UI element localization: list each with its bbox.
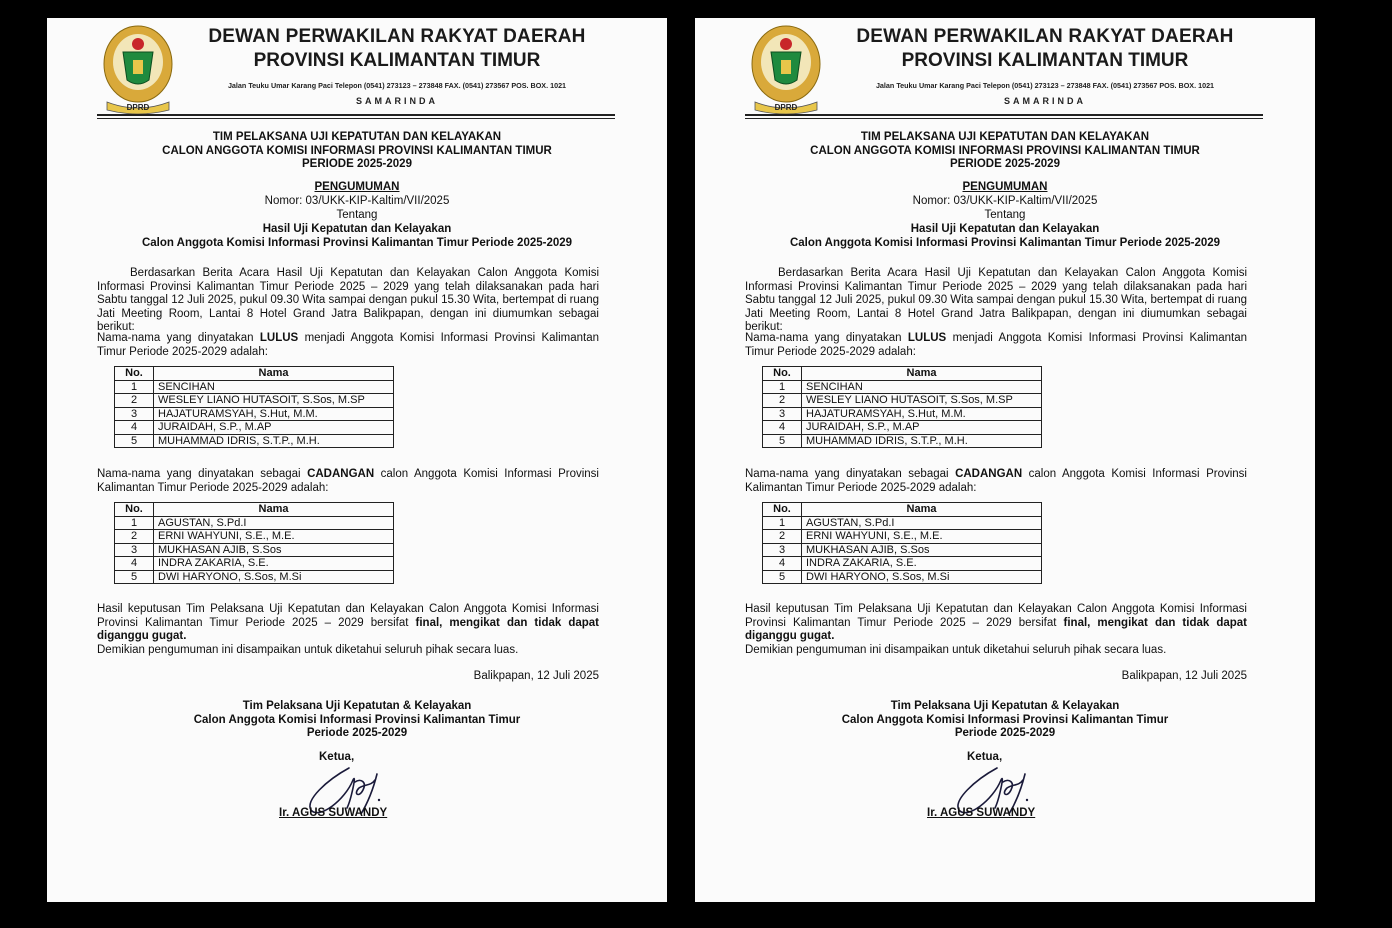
reserve-intro: Nama-nama yang dinyatakan sebagai CADANGAN calon Anggota Komisi Informasi Provinsi Kalimantan Timur Periode 2025-2029 adalah: [745,468,1247,494]
table-row [115,407,394,421]
row-name: HAJATURAMSYAH, S.Hut, M.M. [154,407,394,421]
svg-text:DPRD: DPRD [774,103,798,112]
letterhead-divider-thin [745,118,1263,119]
row-number: 3 [115,407,154,421]
chair-name: Ir. AGUS SUWANDY [927,807,1036,819]
reserve-table [114,502,394,584]
closing-paragraph: Demikian pengumuman ini disampaikan untuk diketahui seluruh pihak secara luas. [97,644,519,656]
row-name: WESLEY LIANO HUTASOIT, S.Sos, M.SP [802,394,1042,408]
table-row [763,557,1042,571]
table-row [763,380,1042,394]
row-number: 4 [115,421,154,435]
passed-intro: Nama-nama yang dinyatakan LULUS menjadi Anggota Komisi Informasi Provinsi Kalimantan Timur Periode 2025-2029 adalah: [745,332,1247,358]
signatory-block: Tim Pelaksana Uji Kepatutan & Kelayakan Calon Anggota Komisi Informasi Provinsi Kalimantan Timur Periode 2025-2029 [841,700,1169,739]
table-row [763,543,1042,557]
row-name: DWI HARYONO, S.Sos, M.Si [802,570,1042,584]
row-name: ERNI WAHYUNI, S.E., M.E. [802,530,1042,544]
row-name: MUKHASAN AJIB, S.Sos [154,543,394,557]
row-number: 3 [115,543,154,557]
intro-paragraph: Berdasarkan Berita Acara Hasil Uji Kepatutan dan Kelayakan Calon Anggota Komisi Informasi Provinsi Kalimantan Timur Periode 2025 – 2029 yang telah dilaksanakan pada hari Sabtu tanggal 12 Juli 2025, pukul 09.30 Wita sampai dengan pukul 15.30 Wita, bertempat di ruang Jati Meeting Room, Lantai 8 Hotel Grand Jatra Balikpapan, dengan ini diumumkan sebagai berikut: [745,267,1247,333]
announcement-title: PENGUMUMAN [314,181,400,193]
row-name: MUHAMMAD IDRIS, S.T.P., M.H. [802,434,1042,448]
row-number: 3 [763,407,802,421]
table-row [115,570,394,584]
row-name: DWI HARYONO, S.Sos, M.Si [154,570,394,584]
table-row [115,380,394,394]
row-name: SENCIHAN [802,380,1042,394]
row-name: MUHAMMAD IDRIS, S.T.P., M.H. [154,434,394,448]
chair-label: Ketua, [319,751,355,763]
letterhead-city: SAMARINDA [1004,96,1086,106]
letterhead-divider-thin [97,118,615,119]
table-row [763,434,1042,448]
letterhead-address: Jalan Teuku Umar Karang Paci Telepon (0541) 273123 – 273848 FAX. (0541) 273567 POS. BOX. 1021 [875,81,1215,90]
table-row [763,407,1042,421]
letterhead-title-line2: PROVINSI KALIMANTAN TIMUR [901,50,1189,71]
row-number: 1 [115,380,154,394]
table-row [763,570,1042,584]
row-name: AGUSTAN, S.Pd.I [802,516,1042,530]
passed-table [762,366,1042,448]
row-name: WESLEY LIANO HUTASOIT, S.Sos, M.SP [154,394,394,408]
table-header-no: No. [115,503,154,517]
letterhead-city: SAMARINDA [356,96,438,106]
reserve-table [762,502,1042,584]
row-name: HAJATURAMSYAH, S.Hut, M.M. [802,407,1042,421]
svg-text:DPRD: DPRD [126,103,150,112]
team-heading: TIM PELAKSANA UJI KEPATUTAN DAN KELAYAKAN CALON ANGGOTA KOMISI INFORMASI PROVINSI KALIMANTAN TIMUR PERIODE 2025-2029 [810,131,1200,170]
row-name: AGUSTAN, S.Pd.I [154,516,394,530]
row-name: INDRA ZAKARIA, S.E. [802,557,1042,571]
row-number: 1 [763,380,802,394]
row-number: 5 [763,570,802,584]
table-header-no: No. [763,367,802,381]
letterhead-title-line2: PROVINSI KALIMANTAN TIMUR [253,50,541,71]
row-number: 4 [763,557,802,571]
table-row [115,557,394,571]
passed-table [114,366,394,448]
dprd-logo-icon [745,22,827,114]
table-row [763,530,1042,544]
row-number: 2 [115,530,154,544]
table-header-name: Nama [802,367,1042,381]
table-header-name: Nama [802,503,1042,517]
row-number: 5 [115,570,154,584]
table-header-name: Nama [154,503,394,517]
row-name: JURAIDAH, S.P., M.AP [802,421,1042,435]
announcement-title: PENGUMUMAN [962,181,1048,193]
row-number: 1 [763,516,802,530]
letterhead-address: Jalan Teuku Umar Karang Paci Telepon (0541) 273123 – 273848 FAX. (0541) 273567 POS. BOX. 1021 [227,81,567,90]
row-name: SENCIHAN [154,380,394,394]
row-number: 2 [115,394,154,408]
row-name: ERNI WAHYUNI, S.E., M.E. [154,530,394,544]
letterhead-divider [97,114,615,116]
decision-paragraph: Hasil keputusan Tim Pelaksana Uji Kepatutan dan Kelayakan Calon Anggota Komisi Informasi Provinsi Kalimantan Timur Periode 2025 – 2029 bersifat final, mengikat dan tidak dapat diganggu gugat. [745,603,1247,642]
table-row [763,421,1042,435]
table-row [115,394,394,408]
reserve-intro: Nama-nama yang dinyatakan sebagai CADANGAN calon Anggota Komisi Informasi Provinsi Kalimantan Timur Periode 2025-2029 adalah: [97,468,599,494]
table-header-no: No. [763,503,802,517]
row-number: 4 [763,421,802,435]
about-label: Tentang [336,209,378,221]
row-number: 5 [115,434,154,448]
decision-paragraph: Hasil keputusan Tim Pelaksana Uji Kepatutan dan Kelayakan Calon Anggota Komisi Informasi Provinsi Kalimantan Timur Periode 2025 – 2029 bersifat final, mengikat dan tidak dapat diganggu gugat. [97,603,599,642]
row-number: 3 [763,543,802,557]
table-row [763,516,1042,530]
row-number: 2 [763,394,802,408]
document-number: Nomor: 03/UKK-KIP-Kaltim/VII/2025 [264,195,450,207]
row-number: 4 [115,557,154,571]
team-heading: TIM PELAKSANA UJI KEPATUTAN DAN KELAYAKAN CALON ANGGOTA KOMISI INFORMASI PROVINSI KALIMANTAN TIMUR PERIODE 2025-2029 [162,131,552,170]
dprd-logo-icon [97,22,179,114]
table-row [115,434,394,448]
table-row [115,516,394,530]
chair-label: Ketua, [967,751,1003,763]
row-name: MUKHASAN AJIB, S.Sos [802,543,1042,557]
document-page-left [47,18,667,902]
table-row [115,543,394,557]
document-page-right [695,18,1315,902]
letterhead-title-line1: DEWAN PERWAKILAN RAKYAT DAERAH [856,26,1234,47]
table-header-no: No. [115,367,154,381]
table-header-name: Nama [154,367,394,381]
row-name: JURAIDAH, S.P., M.AP [154,421,394,435]
closing-paragraph: Demikian pengumuman ini disampaikan untuk diketahui seluruh pihak secara luas. [745,644,1167,656]
table-row [115,530,394,544]
document-subject: Hasil Uji Kepatutan dan Kelayakan Calon Anggota Komisi Informasi Provinsi Kalimantan Timur Periode 2025-2029 [789,223,1221,249]
about-label: Tentang [984,209,1026,221]
table-row [763,394,1042,408]
letterhead-title-line1: DEWAN PERWAKILAN RAKYAT DAERAH [208,26,586,47]
letterhead-divider [745,114,1263,116]
passed-intro: Nama-nama yang dinyatakan LULUS menjadi Anggota Komisi Informasi Provinsi Kalimantan Timur Periode 2025-2029 adalah: [97,332,599,358]
intro-paragraph: Berdasarkan Berita Acara Hasil Uji Kepatutan dan Kelayakan Calon Anggota Komisi Informasi Provinsi Kalimantan Timur Periode 2025 – 2029 yang telah dilaksanakan pada hari Sabtu tanggal 12 Juli 2025, pukul 09.30 Wita sampai dengan pukul 15.30 Wita, bertempat di ruang Jati Meeting Room, Lantai 8 Hotel Grand Jatra Balikpapan, dengan ini diumumkan sebagai berikut: [97,267,599,333]
chair-name: Ir. AGUS SUWANDY [279,807,388,819]
document-number: Nomor: 03/UKK-KIP-Kaltim/VII/2025 [912,195,1098,207]
place-date: Balikpapan, 12 Juli 2025 [473,670,599,682]
table-row [115,421,394,435]
place-date: Balikpapan, 12 Juli 2025 [1121,670,1247,682]
row-name: INDRA ZAKARIA, S.E. [154,557,394,571]
row-number: 5 [763,434,802,448]
row-number: 1 [115,516,154,530]
row-number: 2 [763,530,802,544]
signatory-block: Tim Pelaksana Uji Kepatutan & Kelayakan Calon Anggota Komisi Informasi Provinsi Kalimantan Timur Periode 2025-2029 [193,700,521,739]
document-subject: Hasil Uji Kepatutan dan Kelayakan Calon Anggota Komisi Informasi Provinsi Kalimantan Timur Periode 2025-2029 [141,223,573,249]
